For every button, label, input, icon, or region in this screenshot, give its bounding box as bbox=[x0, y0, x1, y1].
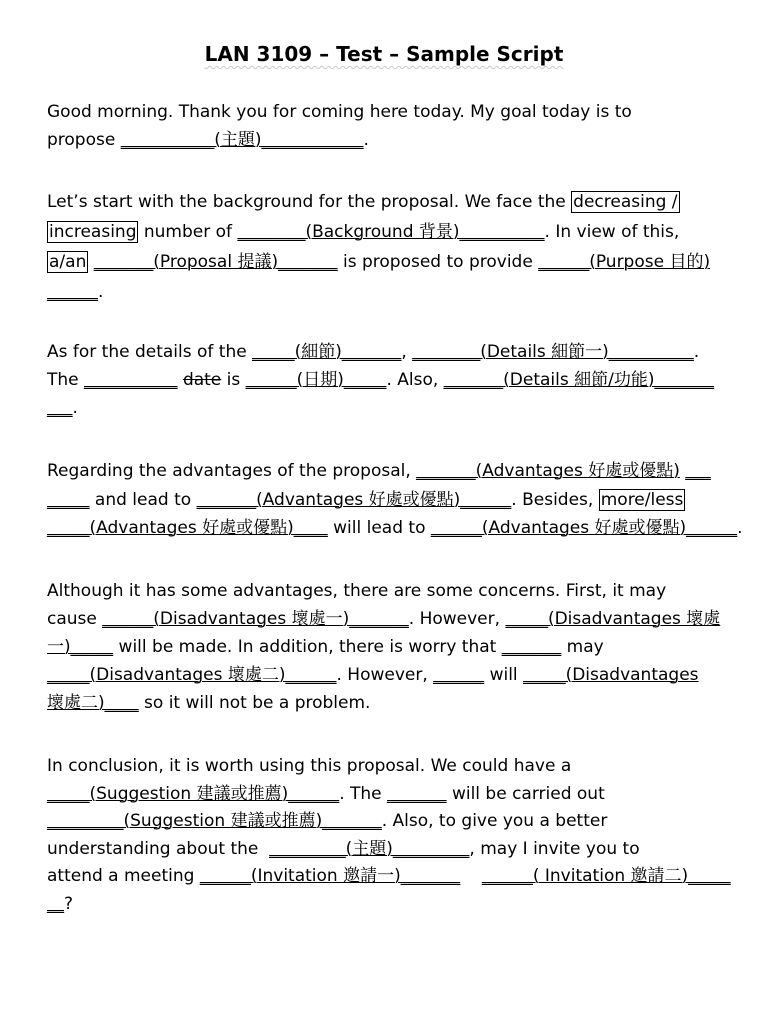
struck-word-date: date bbox=[182, 370, 222, 390]
blank-disadvantages-2b-cont: 壞處二)____ bbox=[47, 693, 139, 713]
paragraph-3-line-2 bbox=[47, 369, 714, 391]
text: ? bbox=[64, 894, 74, 914]
paragraph-2-line-4 bbox=[47, 281, 103, 303]
blank-date: ______(日期)_____ bbox=[245, 370, 387, 390]
blank-disadvantages-1b: _____(Disadvantages 壞處 bbox=[505, 609, 721, 629]
blank-purpose: ______(Purpose 目的) bbox=[538, 252, 711, 272]
blank-proposal: _______(Proposal 提議)_______ bbox=[93, 252, 338, 272]
blank-purpose-cont: ______ bbox=[47, 282, 98, 302]
blank-disadvantages-2: _____(Disadvantages 壞處二)______ bbox=[47, 665, 337, 685]
text: . Besides, bbox=[511, 490, 599, 510]
text: Regarding the advantages of the proposal, bbox=[47, 461, 417, 481]
paragraph-2-line-2 bbox=[47, 221, 679, 243]
paragraph-5-line-1: Although it has some advantages, there are some concerns. First, it may bbox=[47, 581, 667, 601]
text: will be carried out bbox=[446, 784, 605, 804]
blank-details-function: _______(Details 細節/功能)_______ bbox=[443, 370, 715, 390]
blank-disadvantages-1b-cont: 一)_____ bbox=[47, 637, 114, 657]
paragraph-1-line-2 bbox=[47, 129, 369, 151]
text bbox=[460, 866, 482, 886]
text: Let’s start with the background for the proposal. We face the bbox=[47, 192, 572, 212]
choice-box-decreasing: decreasing / bbox=[573, 192, 678, 212]
page-title bbox=[0, 41, 768, 67]
paragraph-3-line-3 bbox=[47, 397, 78, 419]
text: . Also, bbox=[386, 370, 444, 390]
text: As for the details of the bbox=[47, 342, 253, 362]
paragraph-5-line-5 bbox=[47, 692, 370, 714]
text: will bbox=[484, 665, 524, 685]
paragraph-5-line-2 bbox=[47, 608, 720, 630]
blank-advantages-4: ______(Advantages 好處或優點)______ bbox=[430, 518, 738, 538]
choice-box-more-less: more/less bbox=[600, 490, 684, 510]
paragraph-6-line-1: In conclusion, it is worth using this proposal. We could have a bbox=[47, 756, 572, 776]
blank-short: _______ bbox=[387, 784, 447, 804]
text: . In view of this, bbox=[544, 222, 680, 242]
text: cause bbox=[47, 609, 103, 629]
text: is bbox=[221, 370, 246, 390]
blank-disadvantages-2b: _____(Disadvantages bbox=[523, 665, 699, 685]
paragraph-6-line-5 bbox=[47, 865, 731, 887]
text: . bbox=[72, 398, 78, 418]
paragraph-5-line-3 bbox=[47, 636, 604, 658]
paragraph-6-line-3 bbox=[47, 810, 607, 832]
text: . bbox=[363, 130, 369, 150]
paragraph-6-line-4 bbox=[47, 838, 640, 860]
text: is proposed to provide bbox=[337, 252, 539, 272]
blank-cont: ___ bbox=[47, 398, 73, 418]
text: . The bbox=[339, 784, 388, 804]
blank-details-1: ________(Details 細節一)__________ bbox=[412, 342, 694, 362]
blank-advantages-3: _____(Advantages 好處或優點)____ bbox=[47, 518, 328, 538]
blank-topic: ___________(主題)____________ bbox=[120, 130, 364, 150]
text: The bbox=[47, 370, 85, 390]
blank-disadvantages-1: ______(Disadvantages 壞處一)_______ bbox=[102, 609, 409, 629]
text: . However, bbox=[336, 665, 434, 685]
blank-suggestion-1: _____(Suggestion 建議或推薦)______ bbox=[47, 784, 340, 804]
choice-box-article: a/an bbox=[49, 252, 87, 272]
blank-suggestion-2: _________(Suggestion 建議或推薦)_______ bbox=[47, 811, 382, 831]
blank-short: ______ bbox=[433, 665, 485, 685]
blank-background: ________(Background 背景)__________ bbox=[237, 222, 545, 242]
blank-cont: ___ bbox=[685, 461, 711, 481]
text: propose bbox=[47, 130, 121, 150]
text: so it will not be a problem. bbox=[138, 693, 371, 713]
text: number of bbox=[138, 222, 238, 242]
paragraph-2-line-3 bbox=[47, 251, 710, 273]
text: , may I invite you to bbox=[469, 839, 640, 859]
text: may bbox=[561, 637, 604, 657]
blank-invitation-2: ______( Invitation 邀請二)_____ bbox=[481, 866, 731, 886]
text: . bbox=[98, 282, 104, 302]
text: . bbox=[693, 342, 700, 362]
text: and lead to bbox=[89, 490, 197, 510]
paragraph-6-line-2 bbox=[47, 783, 605, 805]
text: will lead to bbox=[327, 518, 431, 538]
paragraph-2-line-1 bbox=[47, 191, 680, 213]
blank-details: _____(細節)_______ bbox=[252, 342, 402, 362]
paragraph-6-line-6 bbox=[47, 893, 73, 915]
blank-advantages-2: _______(Advantages 好處或優點)______ bbox=[196, 490, 512, 510]
text: , bbox=[401, 342, 413, 362]
paragraph-4-line-2 bbox=[47, 489, 685, 511]
blank-advantages-1: _______(Advantages 好處或優點) bbox=[416, 461, 680, 481]
title-text: LAN 3109 – Test – Sample Script bbox=[204, 42, 564, 66]
paragraph-4-line-3 bbox=[47, 517, 743, 539]
paragraph-5-line-4 bbox=[47, 664, 699, 686]
paragraph-3-line-1 bbox=[47, 341, 699, 363]
blank-cont: _____ bbox=[47, 490, 90, 510]
choice-box-increasing: increasing bbox=[49, 222, 137, 242]
text: . Also, to give you a better bbox=[381, 811, 608, 831]
text: . bbox=[737, 518, 743, 538]
text: understanding about the bbox=[47, 839, 270, 859]
blank-invitation-1: ______(Invitation 邀請一)_______ bbox=[199, 866, 461, 886]
blank-short: _______ bbox=[501, 637, 562, 657]
blank-short: ___________ bbox=[84, 370, 178, 390]
text: . However, bbox=[408, 609, 506, 629]
blank-invitation-2-cont: __ bbox=[47, 894, 64, 914]
paragraph-1-line-1: Good morning. Thank you for coming here today. My goal today is to bbox=[47, 102, 632, 122]
text: attend a meeting bbox=[47, 866, 200, 886]
paragraph-4-line-1 bbox=[47, 460, 711, 482]
blank-topic: _________(主題)_________ bbox=[269, 839, 470, 859]
text: will be made. In addition, there is worry that bbox=[113, 637, 502, 657]
